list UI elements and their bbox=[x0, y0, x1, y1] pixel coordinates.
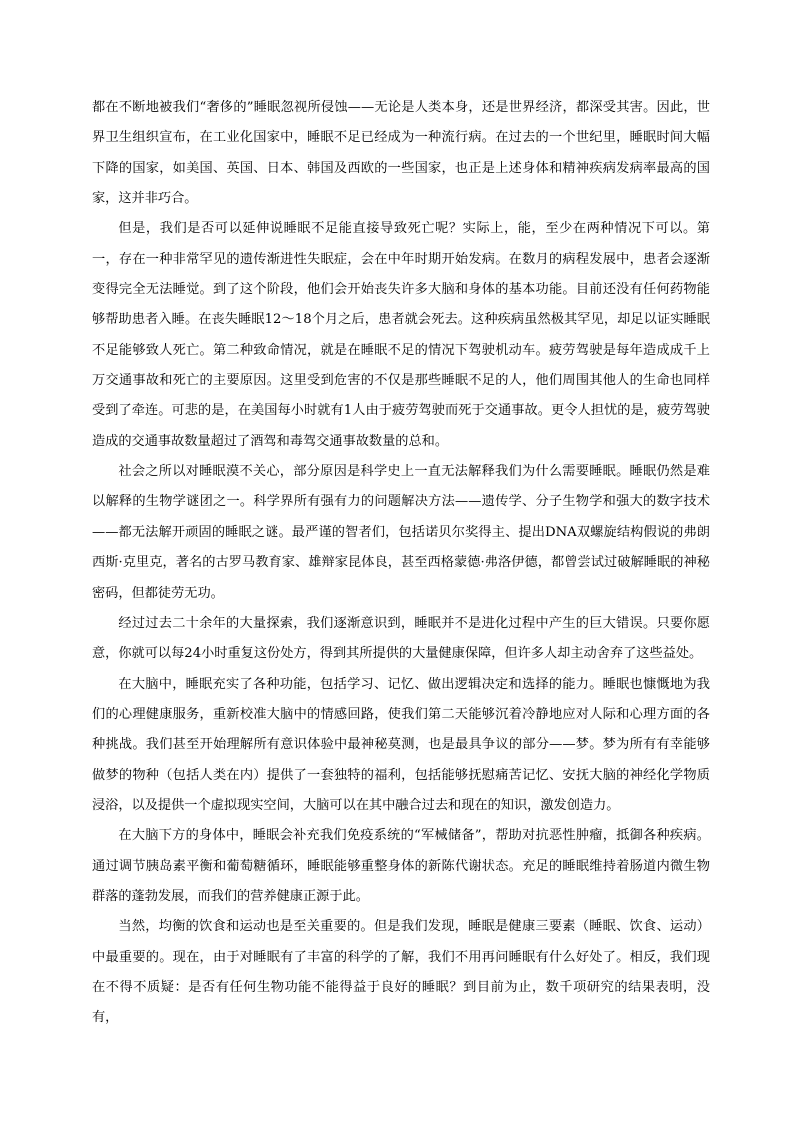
paragraph-sleep-mystery: 社会之所以对睡眠漠不关心，部分原因是科学史上一直无法解释我们为什么需要睡眠。睡眠仍然是难以解释的生物学谜团之一。科学界所有强有力的问题解决方法——遗传学、分子生物学和强大的数字技术——都无法解开顽固的睡眠之谜。最严谨的智者们，包括诺贝尔奖得主、提出DNA双螺旋结构假说的弗朗西斯·克里克，著名的古罗马教育家、雄辩家昆体良，甚至西格蒙德·弗洛伊德，都曾尝试过破解睡眠的神秘密码，但都徒劳无功。 bbox=[92, 464, 710, 601]
paragraph-recent-research: 经过过去二十余年的大量探索，我们逐渐意识到，睡眠并不是进化过程中产生的巨大错误。只要你愿意，你就可以每24小时重复这份处方，得到其所提供的大量健康保障，但许多人却主动舍弃了这些益处。 bbox=[92, 615, 710, 662]
document-page bbox=[92, 93, 710, 1034]
paragraph-body-benefits: 在大脑下方的身体中，睡眠会补充我们免疫系统的“军械储备”，帮助对抗恶性肿瘤，抵御各种疾病。通过调节胰岛素平衡和葡萄糖循环，睡眠能够重整身体的新陈代谢状态。充足的睡眠维持着肠道内微生物群落的蓬勃发展，而我们的营养健康正源于此。 bbox=[92, 828, 710, 904]
paragraph-health-pillars: 当然，均衡的饮食和运动也是至关重要的。但是我们发现，睡眠是健康三要素（睡眠、饮食、运动）中最重要的。现在，由于对睡眠有了丰富的科学的了解，我们不用再问睡眠有什么好处了。相反，我们现在不得不质疑：是否有任何生物功能不能得益于良好的睡眠？到目前为止，数千项研究的结果表明，没有， bbox=[92, 919, 710, 1026]
paragraph-brain-benefits: 在大脑中，睡眠充实了各种功能，包括学习、记忆、做出逻辑决定和选择的能力。睡眠也慷慨地为我们的心理健康服务，重新校准大脑中的情感回路，使我们第二天能够沉着冷静地应对人际和心理方面的各种挑战。我们甚至开始理解所有意识体验中最神秘莫测，也是最具争议的部分——梦。梦为所有有幸能够做梦的物种（包括人类在内）提供了一套独特的福利，包括能够抚慰痛苦记忆、安抚大脑的神经化学物质浸浴，以及提供一个虚拟现实空间，大脑可以在其中融合过去和现在的知识，激发创造力。 bbox=[92, 676, 710, 813]
paragraph-sleep-deprivation-death: 但是，我们是否可以延伸说睡眠不足能直接导致死亡呢？实际上，能，至少在两种情况下可以。第一，存在一种非常罕见的遗传渐进性失眠症，会在中年时期开始发病。在数月的病程发展中，患者会逐渐变得完全无法睡觉。到了这个阶段，他们会开始丧失许多大脑和身体的基本功能。目前还没有任何药物能够帮助患者入睡。在丧失睡眠12～18个月之后，患者就会死去。这种疾病虽然极其罕见，却足以证实睡眠不足能够致人死亡。第二种致命情况，就是在睡眠不足的情况下驾驶机动车。疲劳驾驶是每年造成成千上万交通事故和死亡的主要原因。这里受到危害的不仅是那些睡眠不足的人，他们周围其他人的生命也同样受到了牵连。可悲的是，在美国每小时就有1人由于疲劳驾驶而死于交通事故。更令人担忧的是，疲劳驾驶造成的交通事故数量超过了酒驾和毒驾交通事故数量的总和。 bbox=[92, 221, 710, 449]
paragraph-continuation: 都在不断地被我们“奢侈的”睡眠忽视所侵蚀——无论是人类本身，还是世界经济，都深受其害。因此，世界卫生组织宣布，在工业化国家中，睡眠不足已经成为一种流行病。在过去的一个世纪里，睡眠时间大幅下降的国家，如美国、英国、日本、韩国及西欧的一些国家，也正是上述身体和精神疾病发病率最高的国家，这并非巧合。 bbox=[92, 100, 710, 207]
